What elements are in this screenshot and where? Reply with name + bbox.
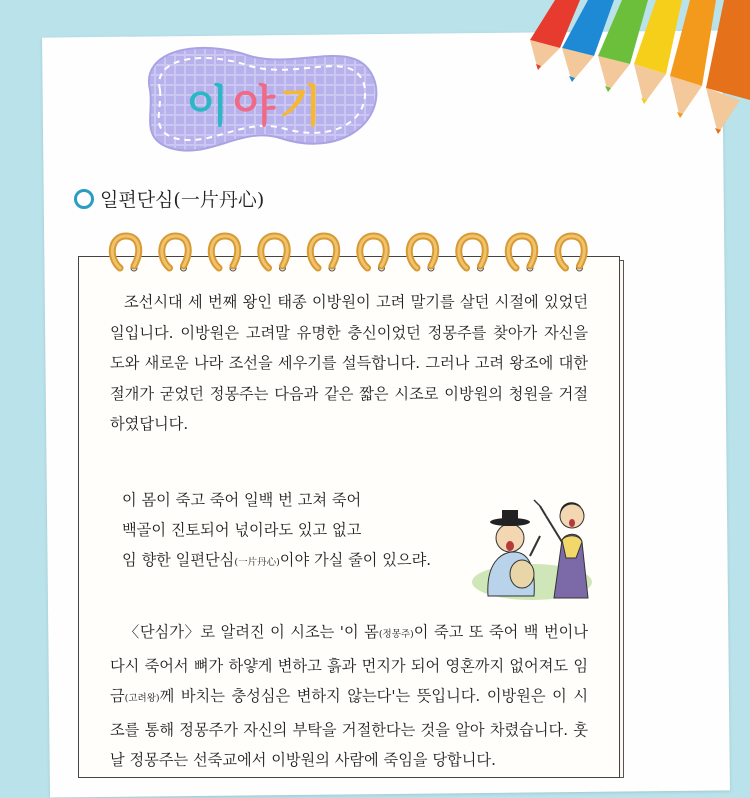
poem-line-3-text: 임 향한 일편단심 [122, 551, 235, 569]
explanation-paragraph [110, 617, 588, 776]
poem-hanja-note: (一片丹心) [234, 557, 280, 568]
explanation-part-3: 께 바치는 충성심은 변하지 않는다'는 뜻입니다. 이방원은 이 시조를 통해 정몽주가 자신의 부탁을 거절한다는 것을 알아 차렸습니다. 훗날 정몽주는 선죽교에서 이방원의 사람에 죽임을 당합니다. [110, 687, 588, 769]
poem-line-3 [122, 545, 431, 578]
spiral-ring [261, 236, 287, 271]
spiral-rings [78, 222, 598, 292]
title-syllable-2: 야 [232, 81, 280, 132]
explanation-note-2: (고려왕) [124, 693, 160, 704]
explanation-part-2: 이 죽고 또 죽어 백 번이나 다시 죽어서 뼈가 하얗게 변하고 흙과 먼지가 되어 영혼까지 없어져도 임금 [110, 623, 588, 705]
spiral-ring [409, 236, 435, 271]
intro-paragraph [110, 287, 588, 440]
spiral-ring [162, 236, 188, 271]
page-title [130, 70, 382, 134]
poem-line-1: 이 몸이 죽고 죽어 일백 번 고쳐 죽어 [122, 491, 362, 509]
explanation-part-1: 〈단심가〉로 알려진 이 시조는 '이 몸 [124, 623, 379, 641]
spiral-ring [508, 236, 534, 271]
spiral-ring [211, 236, 237, 271]
spiral-ring [310, 236, 336, 271]
title-syllable-3: 기 [279, 81, 326, 132]
explanation-note-1: (정몽주) [378, 629, 414, 640]
spiral-ring [459, 236, 485, 271]
spiral-ring [112, 236, 138, 271]
spiral-ring [558, 236, 584, 271]
section-label: 일편단심(一片丹心) [100, 189, 265, 211]
colored-pencils-decoration [510, 0, 750, 170]
singing-figures-illustration [470, 486, 600, 602]
poem-block [122, 485, 431, 578]
poem-line-3-end: 이야 가실 줄이 있으랴. [279, 551, 432, 569]
explanation-text [110, 617, 588, 776]
circle-bullet-icon [74, 189, 94, 209]
drummer-figure [488, 510, 540, 596]
spiral-ring [360, 236, 386, 271]
intro-text: 조선시대 세 번째 왕인 태종 이방원이 고려 말기를 살던 시절에 있었던 일입니다. 이방원은 고려말 유명한 충신이었던 정몽주를 찾아가 자신을 도와 새로운 나라 조선을 세우기를 설득합니다. 그러나 고려 왕조에 대한 절개가 굳었던 정몽주는 다음과 같은 짧은 시조로 이방원의 청원을 거절하였답니다. [110, 293, 588, 433]
title-syllable-1: 이 [186, 81, 233, 132]
section-heading [74, 185, 264, 212]
poem-line-2: 백골이 진토되어 넋이라도 있고 없고 [122, 521, 362, 539]
